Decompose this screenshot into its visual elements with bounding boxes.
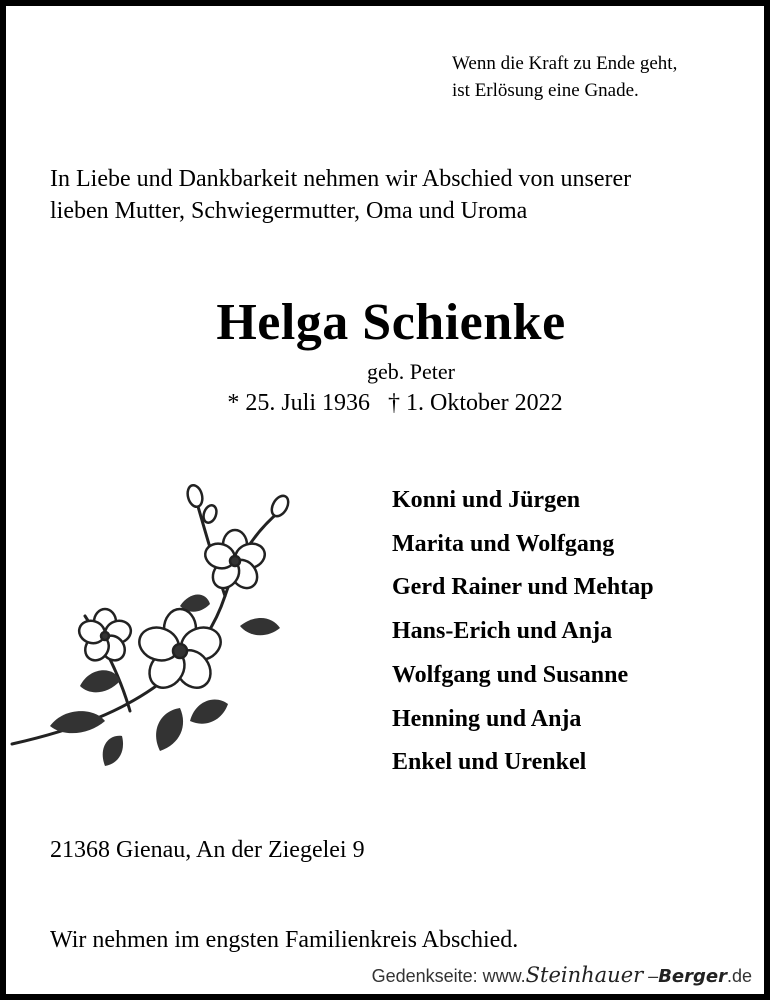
maiden-name: geb. Peter xyxy=(367,359,455,384)
life-dates xyxy=(6,388,770,418)
mourner-item: Wolfgang und Susanne xyxy=(392,661,629,688)
birth-date: * 25. Juli 1936 xyxy=(227,390,371,416)
footer-brand-part1: Steinhauer xyxy=(525,963,644,987)
deceased-name: Helga Schienke xyxy=(216,294,566,351)
footer-prefix: Gedenkseite: www. xyxy=(371,966,526,986)
motto xyxy=(452,50,677,104)
motto-line-1: Wenn die Kraft zu Ende geht, xyxy=(452,53,678,74)
family-address: 21368 Gienau, An der Ziegelei 9 xyxy=(50,837,365,863)
death-date: † 1. Oktober 2022 xyxy=(388,390,563,416)
mourner-item: Enkel und Urenkel xyxy=(392,749,587,776)
mourners-list xyxy=(392,479,654,785)
intro-line-2: lieben Mutter, Schwiegermutter, Oma und Uroma xyxy=(50,198,528,224)
motto-line-2: ist Erlösung eine Gnade. xyxy=(452,80,639,101)
mourner-item: Konni und Jürgen xyxy=(392,487,581,513)
mourner-item: Gerd Rainer und Mehtap xyxy=(392,574,654,601)
intro-line-1: In Liebe und Dankbarkeit nehmen wir Abschied von unserer xyxy=(50,166,632,192)
closing-note: Wir nehmen im engsten Familienkreis Abschied. xyxy=(50,927,519,953)
footer-suffix: .de xyxy=(726,966,752,986)
flower-branch-icon xyxy=(10,476,300,781)
mourner-item: Henning und Anja xyxy=(392,705,582,732)
mourner-item: Marita und Wolfgang xyxy=(392,530,615,557)
intro-text xyxy=(50,163,631,227)
footer-brand-part2: Berger xyxy=(658,966,727,987)
mourner-item: Hans-Erich und Anja xyxy=(392,618,613,645)
memorial-page-link[interactable]: Gedenkseite: www.Steinhauer –Berger.de xyxy=(371,963,752,987)
